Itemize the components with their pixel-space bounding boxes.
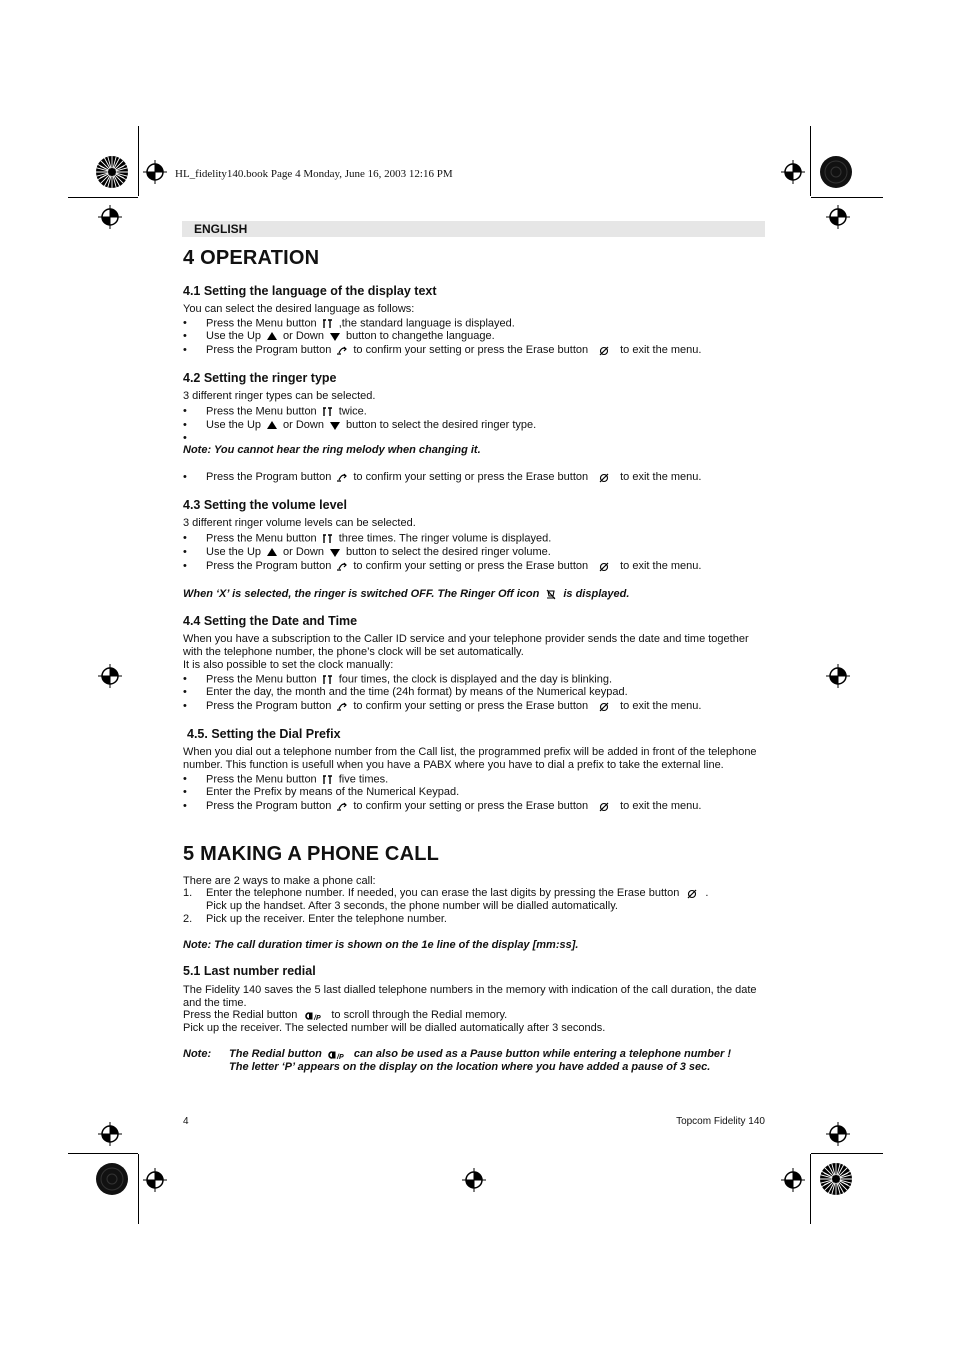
product-name: Topcom Fidelity 140: [676, 1116, 765, 1127]
starburst-mark: [820, 1163, 853, 1196]
redial-pause-icon: [328, 1048, 348, 1060]
note: When ‘X’ is selected, the ringer is switched OFF. The Ringer Off icon is displayed.: [183, 588, 630, 600]
registration-mark: [143, 1168, 167, 1192]
paragraph: 3 different ringer volume levels can be selected.: [183, 517, 416, 529]
ringer-off-icon: [545, 588, 557, 600]
erase-icon: [598, 560, 610, 572]
registration-mark: [826, 664, 850, 688]
down-arrow-icon: [329, 419, 341, 431]
up-arrow-icon: [266, 546, 278, 558]
menu-icon: [322, 673, 334, 686]
language-bar: [182, 221, 765, 237]
paragraph: It is also possible to set the clock manually:: [183, 659, 394, 671]
up-arrow-icon: [266, 330, 278, 342]
starburst-mark: [820, 156, 853, 189]
note: The Redial button can also be used as a Pause button while entering a telephone number !: [229, 1048, 732, 1060]
erase-icon: [598, 800, 610, 812]
redial-pause-icon: [305, 1009, 325, 1021]
registration-mark: [781, 160, 805, 184]
heading-4-4: 4.4 Setting the Date and Time: [183, 614, 358, 628]
paragraph: When you dial out a telephone number from the Call list, the programmed prefix will be added in front of the telephone number. This function is usefull when you have a PABX where you have to dial a prefix to take the external line.: [183, 746, 757, 771]
erase-icon: [598, 700, 610, 712]
heading-4-1: 4.1 Setting the language of the display text: [183, 284, 437, 298]
erase-icon: [598, 344, 610, 356]
heading-4-2: 4.2 Setting the ringer type: [183, 371, 337, 385]
paragraph: You can select the desired language as follows:: [183, 303, 415, 315]
language-label: ENGLISH: [194, 222, 248, 236]
paragraph: Press the Redial button to scroll through the Redial memory.: [183, 1009, 508, 1021]
menu-icon: [322, 405, 334, 418]
file-info-header: HL_fidelity140.book Page 4 Monday, June 16, 2003 12:16 PM: [175, 168, 453, 180]
up-arrow-icon: [266, 419, 278, 431]
registration-mark: [98, 664, 122, 688]
program-icon: [336, 471, 348, 483]
numbered-item: 1. Enter the telephone number. If needed, you can erase the last digits by pressing the Erase button .: [183, 887, 709, 899]
note: The letter ‘P’ appears on the display on the location where you have added a pause of 3 sec.: [229, 1061, 711, 1073]
registration-mark: [826, 1122, 850, 1146]
starburst-mark: [96, 1163, 129, 1196]
paragraph: Pick up the handset. After 3 seconds, the phone number will be dialled automatically.: [206, 900, 618, 912]
heading-5-1: 5.1 Last number redial: [183, 964, 316, 978]
heading-4-3: 4.3 Setting the volume level: [183, 498, 347, 512]
program-icon: [336, 344, 348, 356]
paragraph: Pick up the receiver. The selected number will be dialled automatically after 3 seconds.: [183, 1022, 606, 1034]
program-icon: [336, 800, 348, 812]
starburst-mark: [96, 156, 129, 189]
program-icon: [336, 560, 348, 572]
paragraph: 3 different ringer types can be selected.: [183, 390, 376, 402]
erase-icon: [686, 887, 698, 899]
menu-icon: [322, 532, 334, 545]
page-number: 4: [183, 1116, 189, 1127]
down-arrow-icon: [329, 546, 341, 558]
menu-icon: [322, 317, 334, 330]
registration-mark: [462, 1168, 486, 1192]
registration-mark: [781, 1168, 805, 1192]
paragraph: When you have a subscription to the Caller ID service and your telephone provider sends the date and time together with the telephone number, the phone’s clock will be set automatically.: [183, 633, 749, 658]
note: Note: The call duration timer is shown on the 1e line of the display [mm:ss].: [183, 939, 579, 951]
menu-icon: [322, 773, 334, 786]
erase-icon: [598, 471, 610, 483]
registration-mark: [98, 1122, 122, 1146]
program-icon: [336, 700, 348, 712]
section-title-operation: 4 OPERATION: [183, 247, 320, 269]
section-title-making-call: 5 MAKING A PHONE CALL: [183, 843, 440, 865]
heading-4-5: 4.5. Setting the Dial Prefix: [187, 727, 341, 741]
registration-mark: [143, 160, 167, 184]
down-arrow-icon: [329, 330, 341, 342]
paragraph: There are 2 ways to make a phone call:: [183, 875, 376, 887]
registration-mark: [98, 205, 122, 229]
paragraph: The Fidelity 140 saves the 5 last dialled telephone numbers in the memory with indication of the call duration, the date and the time.: [183, 984, 757, 1009]
note: Note: You cannot hear the ring melody when changing it.: [183, 444, 481, 456]
note-label: Note:: [183, 1048, 212, 1060]
registration-mark: [826, 205, 850, 229]
